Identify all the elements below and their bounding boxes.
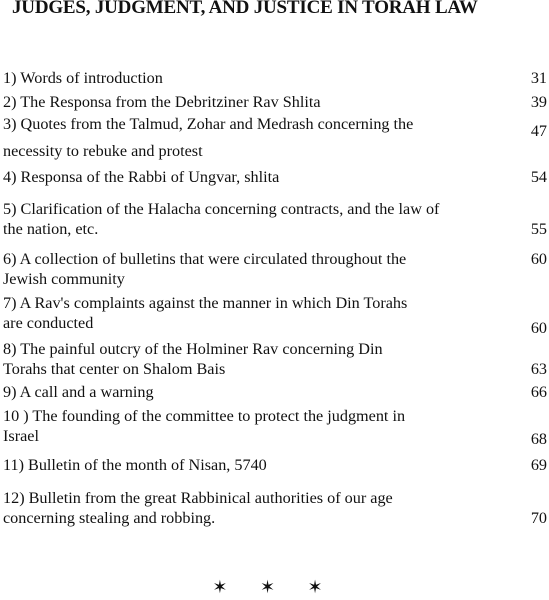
toc-page-number: 70 xyxy=(530,508,547,527)
toc-entry xyxy=(3,168,547,188)
toc-entry-title-cont: the nation, etc. xyxy=(3,219,99,238)
toc-entry-title: 2) The Responsa from the Debritziner Rav Shlita xyxy=(3,93,321,111)
toc-entry-title: 10 ) The founding of the committee to protect the judgment in xyxy=(3,407,406,425)
toc-entry-title-cont: Torahs that center on Shalom Bais xyxy=(3,359,226,378)
ornament-stars: ✶ ✶ ✶ xyxy=(212,577,337,597)
toc-entry-title: 7) A Rav's complaints against the manner in which Din Torahs xyxy=(3,294,408,312)
toc-entry-title-cont: are conducted xyxy=(3,313,94,332)
toc-entry-title-cont: Jewish community xyxy=(3,269,125,288)
toc-page-number: 47 xyxy=(530,122,547,140)
toc-entry-title: 1) Words of introduction xyxy=(3,69,163,87)
toc-entry-title: 3) Quotes from the Talmud, Zohar and Medrash concerning the xyxy=(3,115,414,133)
page-title: JUDGES, JUDGMENT, AND JUSTICE IN TORAH LAW xyxy=(12,0,478,18)
toc-entry xyxy=(3,115,547,161)
toc-entry xyxy=(3,456,547,476)
toc-entry xyxy=(3,383,547,403)
toc-entry-title: 6) A collection of bulletins that were circulated throughout the xyxy=(3,250,407,268)
toc-entry-title: 5) Clarification of the Halacha concerning contracts, and the law of xyxy=(3,200,440,218)
toc-entry-title: 11) Bulletin of the month of Nisan, 5740 xyxy=(3,456,267,474)
toc-page-number: 69 xyxy=(530,456,547,474)
toc-page-number: 63 xyxy=(530,359,547,378)
toc-entry-title-cont: Israel xyxy=(3,426,39,445)
toc-page-number: 55 xyxy=(530,219,547,238)
toc-page-number: 54 xyxy=(530,168,547,186)
toc-page-number: 60 xyxy=(530,250,547,268)
toc-entry xyxy=(3,340,547,379)
toc-entry xyxy=(3,407,547,449)
toc-page-number: 68 xyxy=(530,429,547,448)
toc-entry-title-cont: necessity to rebuke and protest xyxy=(3,141,203,160)
toc-entry xyxy=(3,200,547,239)
toc-page-number: 60 xyxy=(530,318,547,337)
toc-entry xyxy=(3,69,547,89)
toc-entry xyxy=(3,489,547,528)
toc-entry xyxy=(3,294,547,338)
toc-entry-title: 4) Responsa of the Rabbi of Ungvar, shlita xyxy=(3,168,280,186)
toc-page-number: 31 xyxy=(530,69,547,87)
toc-page-number: 66 xyxy=(530,383,547,401)
toc-page-number: 39 xyxy=(530,93,547,111)
toc-entry xyxy=(3,93,547,113)
toc-entry-title: 9) A call and a warning xyxy=(3,383,154,401)
toc-entry xyxy=(3,250,547,289)
toc-entry-title: 12) Bulletin from the great Rabbinical authorities of our age xyxy=(3,489,393,507)
toc-entry-title: 8) The painful outcry of the Holminer Rav concerning Din xyxy=(3,340,383,358)
toc-entry-title-cont: concerning stealing and robbing. xyxy=(3,508,216,527)
